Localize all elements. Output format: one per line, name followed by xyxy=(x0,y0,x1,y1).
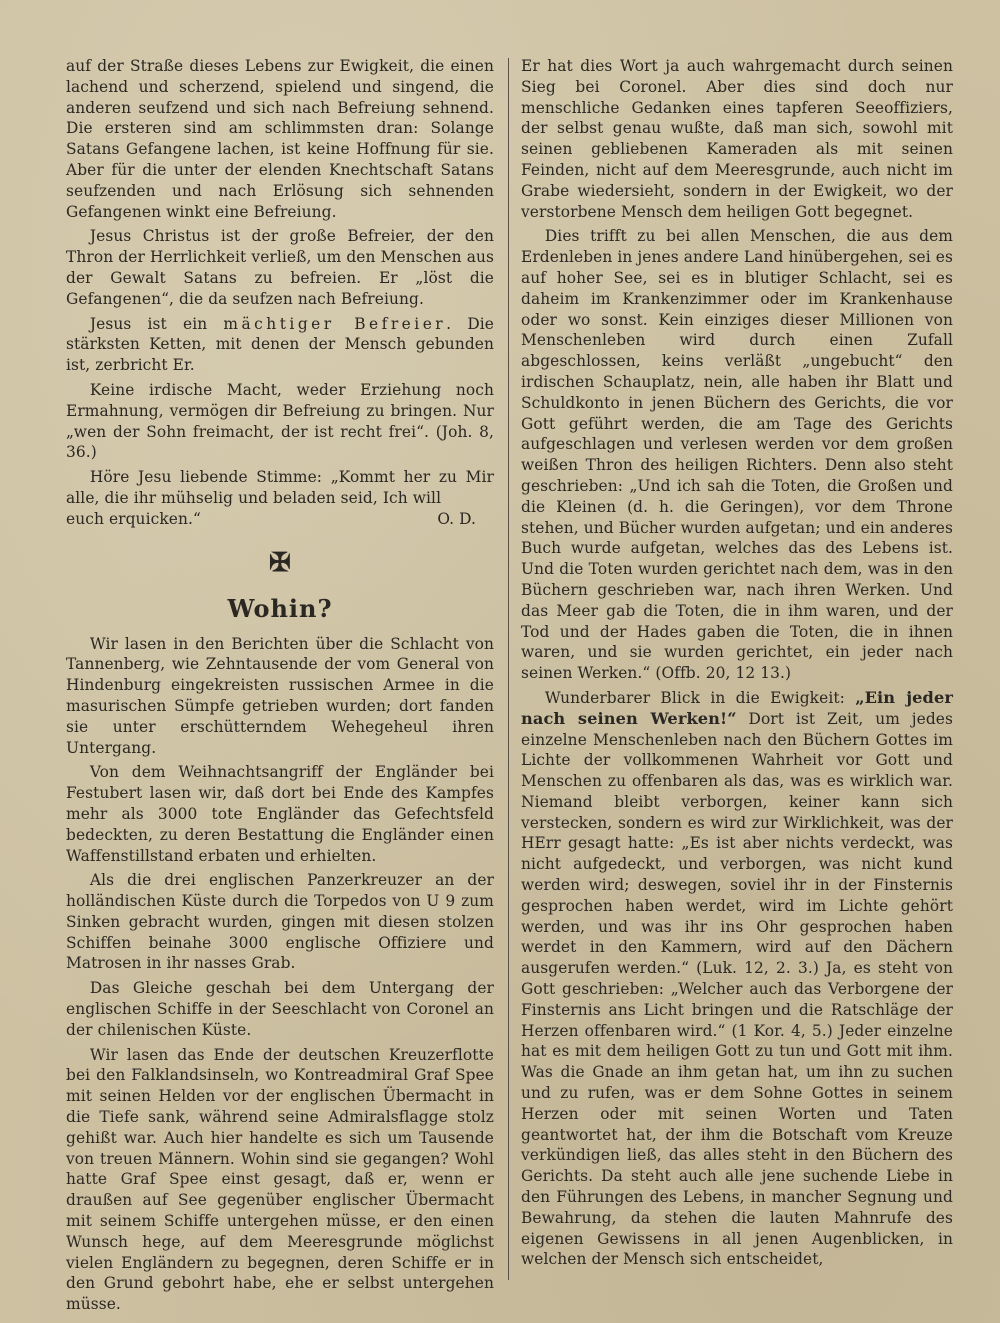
text-run: Wunderbarer Blick in die Ewigkeit: xyxy=(544,688,856,707)
author-signature: O. D. xyxy=(437,509,476,528)
spaced-emphasis: mächtiger Befreier xyxy=(223,314,447,333)
paragraph-falklandsinseln: Wir lasen das Ende der deutschen Kreuzerflotte bei den Falklandsinseln, wo Kontreadmiral Graf Spee mit seinen Helden vor der englischen Übermacht in die Tiefe sank, während seine Admiralsflagge stolz gehißt war. Auch hier handelte es sich um Tausende von treuen Männern. Wohin sind sie gegangen? Wohl hatte Graf Spee einst gesagt, daß er, wenn er draußen auf See gegenüber englischer Übermacht mit seinem Schiffe untergehen müsse, er den einen Wunsch hege, auf dem Meeresgrunde möglichst vielen Engländern zu begegnen, deren Schiffe er in den Grund gebohrt habe, ehe er selbst untergehen müsse. xyxy=(66,1045,494,1314)
column-divider xyxy=(508,58,509,1280)
left-column xyxy=(66,56,494,1315)
paragraph-continuation: auf der Straße dieses Lebens zur Ewigkeit, die einen lachend und scherzend, spielend und singend, die anderen seufzend und sich nach Befreiung sehnend. Die ersteren sind am schlimmsten dran: Solange Satans Gefangene lachen, ist keine Hoffnung für sie. Aber für die unter der elenden Knechtschaft Satans seufzenden und nach Erlösung sich sehnenden Gefangenen winkt eine Befreiung. xyxy=(66,57,494,221)
paragraph-sieg-bei-coronel: Er hat dies Wort ja auch wahrgemacht durch seinen Sieg bei Coronel. Aber dies sind doch nur menschliche Gedanken eines tapferen Seeoffiziers, der selbst genau wußte, daß man sich, sowohl mit seinen gebliebenen Kameraden als mit seinen Feinden, nicht auf dem Meeresgrunde, auch nicht im Grabe wiedersieht, sondern in der Ewigkeit, wo der verstorbene Mensch dem heiligen Gott begegnet. xyxy=(521,57,953,221)
right-column xyxy=(521,56,953,1270)
paragraph-befreier: Jesus Christus ist der große Befreier, der den Thron der Herrlichkeit verließ, um den Menschen aus der Gewalt Satans zu befreien. Er „löst die Gefangenen“, die da seufzen nach Befreiung. xyxy=(66,227,494,308)
paragraph-coronel: Das Gleiche geschah bei dem Untergang der englischen Schiffe in der Seeschlacht von Coronel an der chilenischen Küste. xyxy=(66,979,494,1039)
closing-line xyxy=(66,509,494,530)
text-run: . Die stärksten Ketten, mit denen der Mensch gebunden ist, zerbricht Er. xyxy=(66,314,495,375)
paragraph-tannenberg: Wir lasen in den Berichten über die Schlacht von Tannenberg, wie Zehntausende der vom General von Hindenburg eingekreisten russischen Armee in die masurischen Sümpfe getrieben wurden; dort fanden sie unter erschütterndem Wehegeheul ihren Untergang. xyxy=(66,634,494,757)
paragraph-jesu-stimme: Höre Jesu liebende Stimme: „Kommt her zu Mir alle, die ihr mühselig und beladen seid, Ich will xyxy=(66,468,494,507)
paragraph-buecher-des-gerichts: Dies trifft zu bei allen Menschen, die aus dem Erdenleben in jenes andere Land hinübergehen, sei es auf hoher See, sei es in blutiger Schlacht, sei es daheim im Krankenzimmer oder im Krankenhause oder wo sonst. Kein einziges dieser Millionen von Menschenleben wird durch einen Zufall abgeschlossen, keins verläßt „ungebucht“ den irdischen Schauplatz, nein, alle haben ihr Blatt und Schuldkonto in jenen Büchern des Gerichts, die vor Gott geführt werden, die am Tage des Gerichts aufgeschlagen und verlesen werden vor dem großen weißen Thron des heiligen Richters. Denn also steht geschrieben: „Und ich sah die Toten, die Großen und die Kleinen (d. h. die Geringen), vor dem Throne stehen, und Bücher wurden aufgetan; und ein anderes Buch wurde aufgetan, welches das des Lebens ist. Und die Toten wurden gerichtet nach dem, was in den Büchern geschrieben war, nach ihren Werken. Und das Meer gab die Toten, die in ihm waren, und der Tod und der Hades gaben die Toten, die in ihnen waren, und sie wurden gerichtet, ein jeder nach seinen Werken.“ (Offb. 20, 12 13.) xyxy=(521,227,953,683)
paragraph-festubert: Von dem Weihnachtsangriff der Engländer bei Festubert lasen wir, daß dort bei Ende des Kampfes mehr als 3000 tote Engländer das Gefechtsfeld bedeckten, zu deren Bestattung die Engländer einen Waffenstillstand erbaten und erhielten. xyxy=(66,763,494,865)
article-title: Wohin? xyxy=(227,593,333,623)
text-run: Dort ist Zeit, um jedes einzelne Menschenleben nach den Büchern Gottes im Lichte der vollkommenen Wahrheit vor Gott und Menschen zu offenbaren als das, was es wirklich war. Niemand bleibt verborgen, keiner kann sich verstecken, sondern es wird zur Wirklichkeit, was der HErr gesagt hatte: „Es ist aber nichts verdeckt, was nicht aufgedeckt, und verborgen, was nicht kund werden wird; deswegen, soviel ihr in der Finsternis gesprochen haben werdet, wird im Lichte gehört werden, und was ihr ins Ohr gesprochen haben werdet in den Kammern, wird auf den Dächern ausgerufen werden.“ (Luk. 12, 2. 3.) Ja, es steht von Gott geschrieben: „Welcher auch das Verborgene der Finsternis ans Licht bringen und die Ratschläge der Herzen offenbaren wird.“ (1 Kor. 4, 5.) Jeder einzelne hat es mit dem heiligen Gott zu tun und Gott mit ihm. Was die Gnade an ihm getan hat, um ihn zu suchen und zu rufen, was er dem Sohne Gottes in seinem Herzen oder mit seinen Worten und Taten geantwortet hat, der ihm die Botschaft vom Kreuze verkündigen ließ, das alles steht in den Büchern des Gerichts. Da steht auch alle jene suchende Liebe in den Führungen des Lebens, in mancher Segnung und Bewahrung, da stehen die lauten Mahnrufe des eigenen Gewissens in all jenen Augenblicken, in welchen der Mensch sich entscheidet, xyxy=(521,709,953,1269)
paragraph-blick-in-die-ewigkeit xyxy=(521,688,953,1270)
paragraph-panzerkreuzer: Als die drei englischen Panzerkreuzer an der holländischen Küste durch die Torpedos von U 9 zum Sinken gebracht wurden, gingen mit diesen stolzen Schiffen beinahe 3000 englische Offiziere und Matrosen in ihr nasses Grab. xyxy=(66,871,494,973)
closing-text: euch erquicken.“ xyxy=(66,509,201,528)
text-run: Jesus ist ein xyxy=(89,314,224,333)
bold-emphasis: „Ein jeder nach seinen Werken!“ xyxy=(521,687,953,728)
ornament-icon: ✠ xyxy=(269,547,291,578)
paragraph-irdische-macht: Keine irdische Macht, weder Erziehung noch Ermahnung, vermögen dir Befreiung zu bringen. Nur „wen der Sohn freimacht, der ist recht frei“. (Joh. 8, 36.) xyxy=(66,380,494,462)
paragraph-maechtiger-befreier xyxy=(66,314,494,376)
